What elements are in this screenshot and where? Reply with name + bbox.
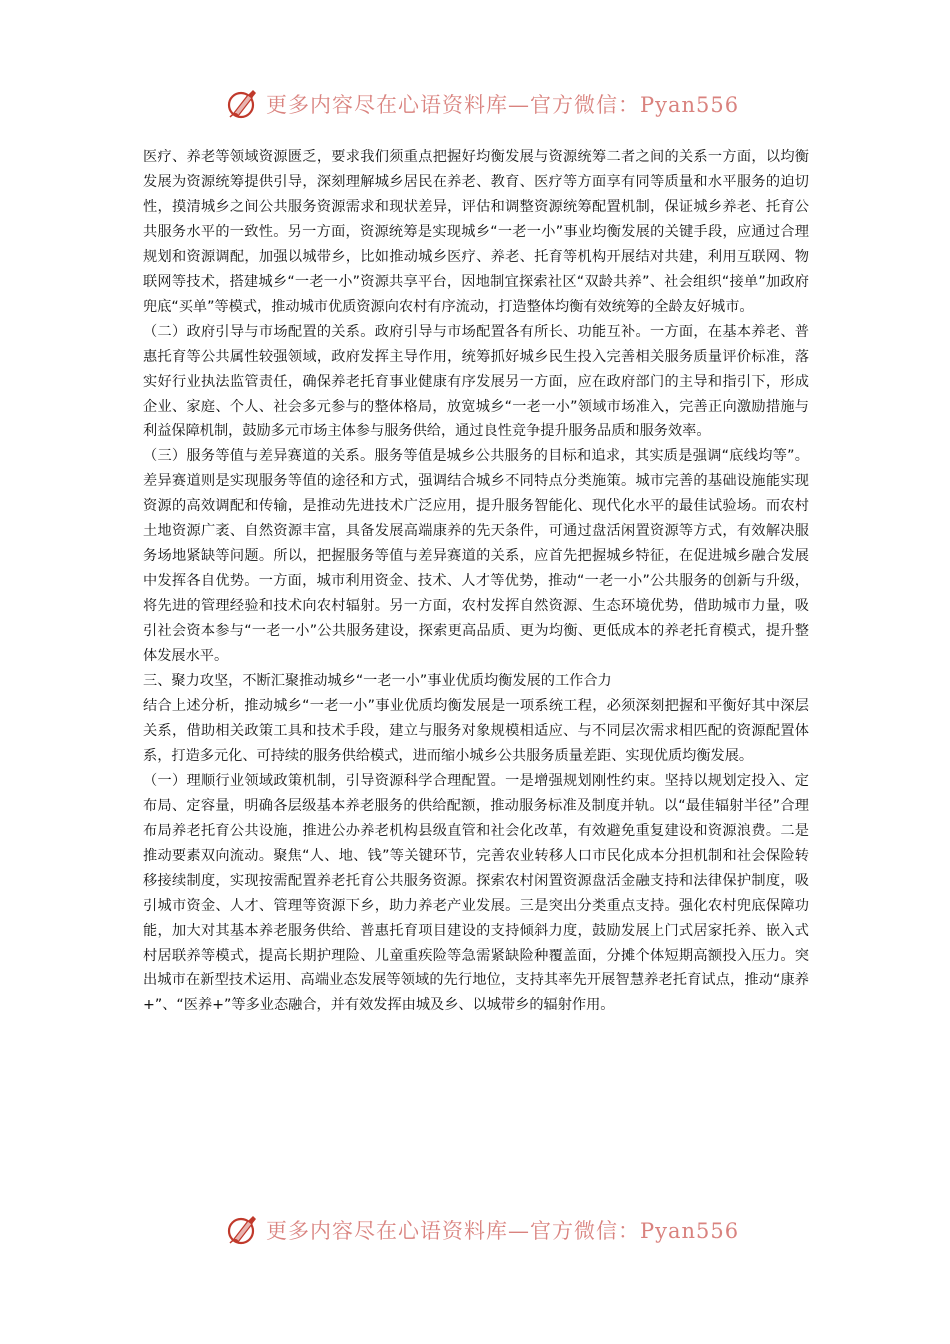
body-paragraph: （一）理顺行业领域政策机制，引导资源科学合理配置。一是增强规划刚性约束。坚持以规划定投入、定布局、定容量，明确各层级基本养老服务的供给配额，推动服务标准及制度并轨。以“最佳辐射半径”合理布局养老托育公共设施，推进公办养老机构县级直管和社会化改革，有效避免重复建设和资源浪费。二是推动要素双向流动。聚焦“人、地、钱”等关键环节，完善农业转移人口市民化成本分担机制和社会保险转移接续制度，实现按需配置养老托育公共服务资源。探索农村闲置资源盘活金融支持和法律保护制度，吸引城市资金、人才、管理等资源下乡，助力养老产业发展。三是突出分类重点支持。强化农村兜底保障功能，加大对其基本养老服务供给、普惠托育项目建设的支持倾斜力度，鼓励发展上门式居家托养、嵌入式村居联养等模式，提高长期护理险、儿童重疾险等急需紧缺险种覆盖面，分摊个体短期高额投入压力。突出城市在新型技术运用、高端业态发展等领域的先行地位，支持其率先开展智慧养老托育试点，推动“康养+”、“医养+”等多业态融合，并有效发挥由城及乡、以城带乡的辐射作用。 xyxy=(143,772,809,1014)
section-heading: 三、聚力攻坚，不断汇聚推动城乡“一老一小”事业优质均衡发展的工作合力 xyxy=(143,673,612,690)
body-paragraph: （二）政府引导与市场配置的关系。政府引导与市场配置各有所长、功能互补。一方面，在基本养老、普惠托育等公共属性较强领域，政府发挥主导作用，统筹抓好城乡民生投入完善相关服务质量评价标准，落实好行业执法监管责任，确保养老托育事业健康有序发展另一方面，应在政府部门的主导和指引下，形成企业、家庭、个人、社会多元参与的整体格局，放宽城乡“一老一小”领域市场准入，完善正向激励措施与利益保障机制，鼓励多元市场主体参与服务供给，通过良性竞争提升服务品质和服务效率。 xyxy=(143,323,809,440)
body-paragraph: （三）服务等值与差异赛道的关系。服务等值是城乡公共服务的目标和追求，其实质是强调“底线均等”。差异赛道则是实现服务等值的途径和方式，强调结合城乡不同特点分类施策。城市完善的基础设施能实现资源的高效调配和传输，是推动先进技术广泛应用，提升服务智能化、现代化水平的最佳试验场。而农村土地资源广袤、自然资源丰富，具备发展高端康养的先天条件，可通过盘活闲置资源等方式，有效解决服务场地紧缺等问题。所以，把握服务等值与差异赛道的关系，应首先把握城乡特征，在促进城乡融合发展中发挥各自优势。一方面，城市利用资金、技术、人才等优势，推动“一老一小”公共服务的创新与升级，将先进的管理经验和技术向农村辐射。另一方面，农村发挥自然资源、生态环境优势，借助城市力量，吸引社会资本参与“一老一小”公共服务建设，探索更高品质、更为均衡、更低成本的养老托育模式，提升整体发展水平。 xyxy=(143,448,809,665)
footer-banner xyxy=(226,1210,740,1250)
header-banner-text: 更多内容尽在心语资料库—官方微信：Pyan556 xyxy=(266,93,740,117)
body-paragraph: 医疗、养老等领域资源匮乏，要求我们须重点把握好均衡发展与资源统筹二者之间的关系一方面，以均衡发展为资源统筹提供引导，深刻理解城乡居民在养老、教育、医疗等方面享有同等质量和水平服务的迫切性，摸清城乡之间公共服务资源需求和现状差异，评估和调整资源统筹配置机制，保证城乡养老、托育公共服务水平的一致性。另一方面，资源统筹是实现城乡“一老一小”事业均衡发展的关键手段，应通过合理规划和资源调配，加强以城带乡，比如推动城乡医疗、养老、托育等机构开展结对共建，利用互联网、物联网等技术，搭建城乡“一老一小”资源共享平台，因地制宜探索社区“双龄共养”、社会组织“接单”加政府兜底“买单”等模式，推动城市优质资源向农村有序流动，打造整体均衡有效统筹的全龄友好城市。 xyxy=(143,149,809,315)
footer-banner-text: 更多内容尽在心语资料库—官方微信：Pyan556 xyxy=(266,1219,740,1243)
document-body xyxy=(143,145,809,1018)
body-paragraph: 结合上述分析，推动城乡“一老一小”事业优质均衡发展是一项系统工程，必须深刻把握和平衡好其中深层关系，借助相关政策工具和技术手段，建立与服务对象规模相适应、与不同层次需求相匹配的资源配置体系，打造多元化、可持续的服务供给模式，进而缩小城乡公共服务质量差距、实现优质均衡发展。 xyxy=(143,697,809,764)
header-banner xyxy=(226,84,740,124)
pen-logo-icon xyxy=(226,87,260,121)
pen-logo-icon xyxy=(226,1213,260,1247)
